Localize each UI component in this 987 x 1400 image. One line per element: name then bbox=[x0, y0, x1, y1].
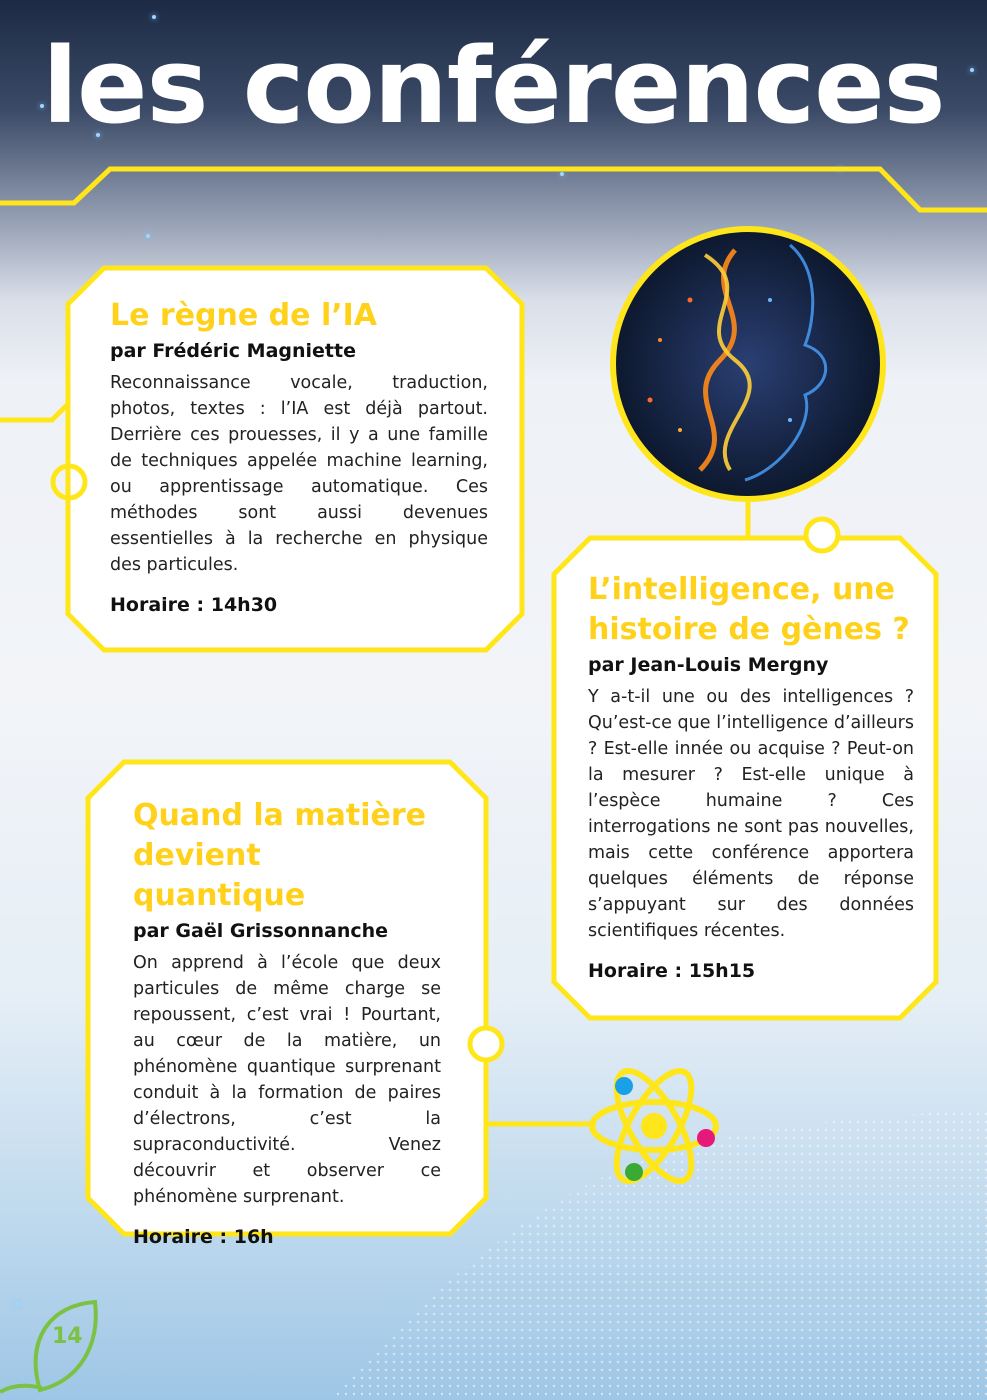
conference-title: Le règne de l’IA bbox=[110, 298, 377, 333]
conference-card-quantique bbox=[133, 796, 441, 1248]
conference-author: par Jean-Louis Mergny bbox=[588, 654, 829, 676]
conference-description: On apprend à l’école que deux particules de même charge se repoussent, c’est vrai ! Pourtant, au cœur de la matière, un phénomène quantique surprenant conduit à la formation de paires d’électrons, c’est la supraconductivité. Venez découvrir et observer ce phénomène surprenant. bbox=[133, 953, 441, 1207]
ai-dna-illustration bbox=[613, 229, 883, 499]
conference-title: L’intelligence, une histoire de gènes ? bbox=[588, 572, 910, 647]
conference-description: Reconnaissance vocale, traduction, photos, textes : l’IA est déjà partout. Derrière ces prouesses, il y a une famille de techniques appelée machine learning, ou apprentissage automatique. Ces méthodes sont aussi devenues essentielles à la recherche en physique des particules. bbox=[110, 373, 488, 575]
connector-node bbox=[806, 519, 838, 551]
conference-title: Quand la matière devient quantique bbox=[133, 798, 426, 913]
electron-green bbox=[625, 1163, 643, 1181]
conference-time: Horaire : 16h bbox=[133, 1226, 274, 1248]
connector-line bbox=[486, 1124, 596, 1200]
conference-card-intelligence bbox=[588, 570, 914, 982]
connector-node bbox=[470, 1028, 502, 1060]
page-title: les conférences bbox=[42, 25, 945, 147]
electron-pink bbox=[697, 1129, 715, 1147]
conference-time: Horaire : 14h30 bbox=[110, 594, 278, 616]
conference-description: Y a-t-il une ou des intelligences ? Qu’est-ce que l’intelligence d’ailleurs ? Est-elle innée ou acquise ? Peut-on la mesurer ? Est-elle unique à l’espèce humaine ? Ces interrogations ne sont pas nouvelles, mais cette conférence apportera quelques éléments de réponse s’appuyant sur des données scientifiques récentes. bbox=[588, 687, 914, 941]
electron-blue bbox=[615, 1077, 633, 1095]
conference-time: Horaire : 15h15 bbox=[588, 960, 756, 982]
connector-line bbox=[0, 404, 68, 420]
header-circuit-line bbox=[0, 169, 987, 210]
page-number: 14 bbox=[52, 1324, 83, 1349]
conference-card-ia bbox=[110, 296, 488, 616]
conference-author: par Frédéric Magniette bbox=[110, 340, 356, 362]
conference-author: par Gaël Grissonnanche bbox=[133, 920, 389, 942]
